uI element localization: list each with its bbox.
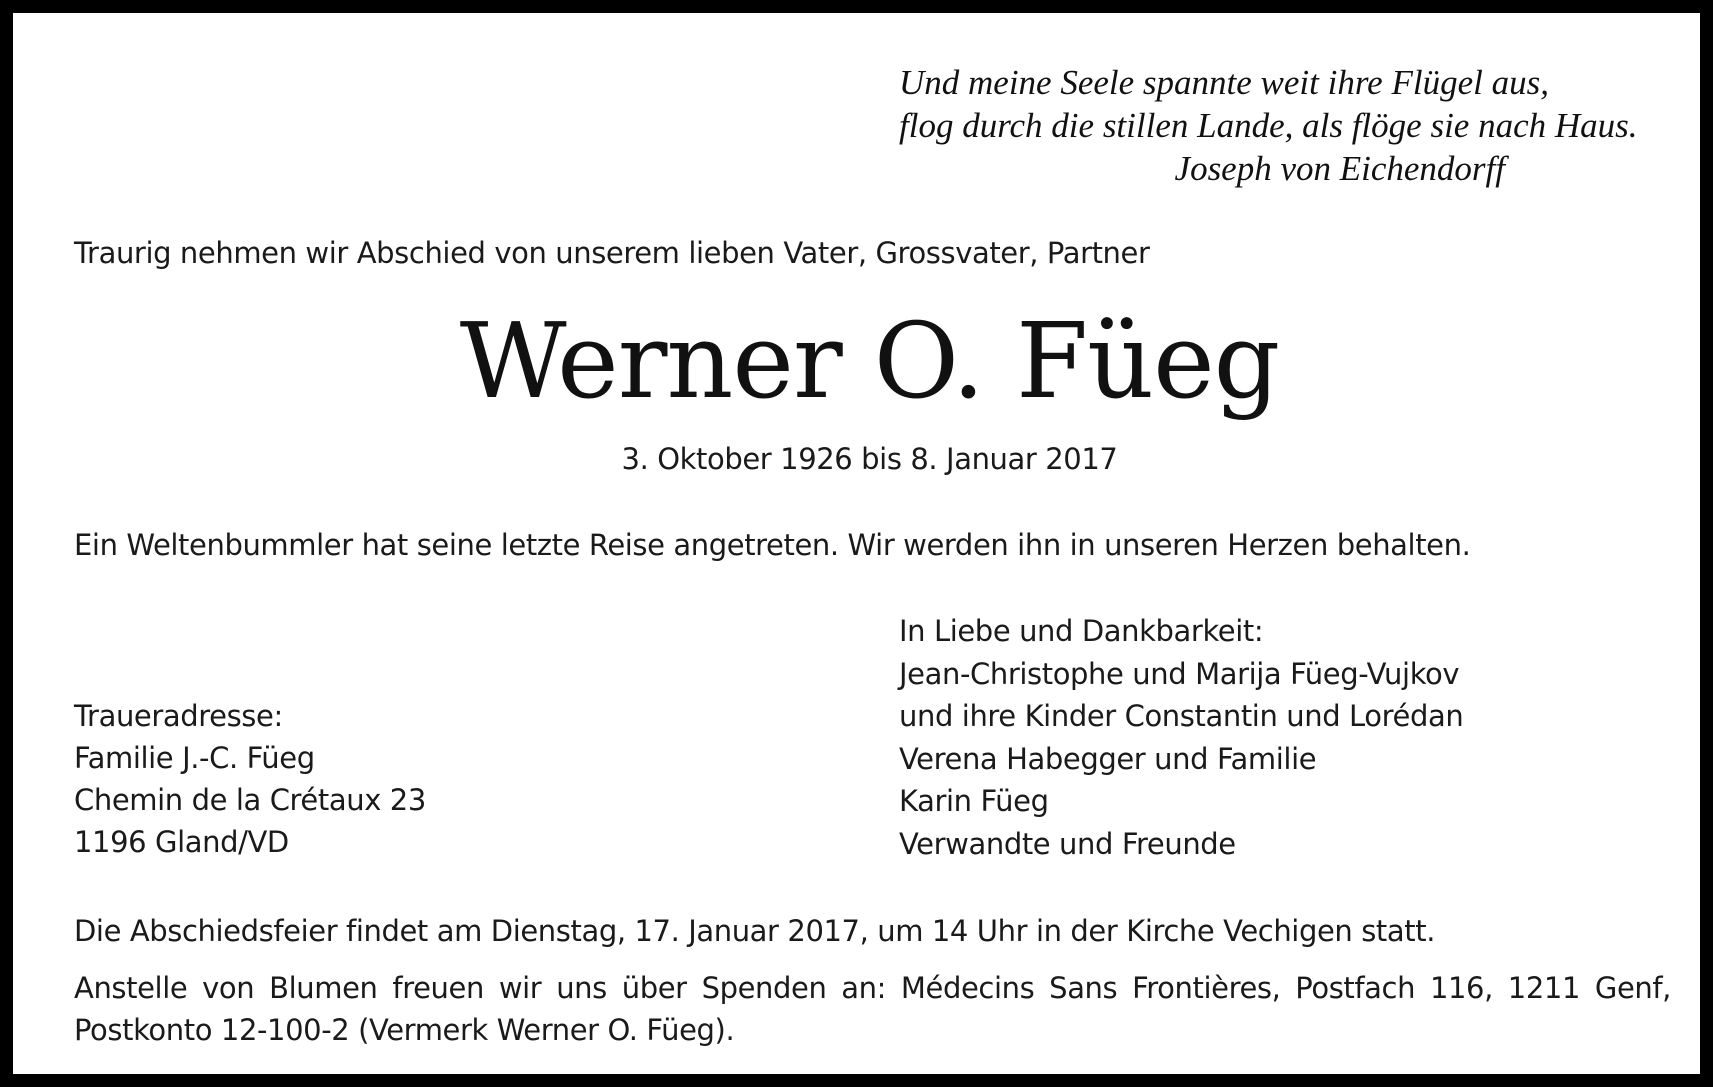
donation-info — [74, 967, 1671, 1051]
address-line: Chemin de la Crétaux 23 — [74, 783, 426, 817]
donation-line-1: Anstelle von Blumen freuen wir uns über Spenden an: Médecins Sans Frontières, Postfach 116, 1211 Genf, — [74, 971, 1671, 1005]
quote-author: Joseph von Eichendorff — [1174, 149, 1505, 188]
address-line: 1196 Gland/VD — [74, 825, 289, 859]
address-line: Familie J.-C. Füeg — [74, 741, 315, 775]
quote-line-1: Und meine Seele spannte weit ihre Flügel aus, — [899, 63, 1549, 102]
intro-text: Traurig nehmen wir Abschied von unserem lieben Vater, Grossvater, Partner — [74, 236, 1150, 270]
mourner-line: Jean-Christophe und Marija Füeg-Vujkov — [899, 656, 1460, 691]
donation-line-2: Postkonto 12-100-2 (Vermerk Werner O. Füeg). — [74, 1013, 735, 1047]
epigraph-quote — [899, 61, 1638, 188]
mourner-line: und ihre Kinder Constantin und Lorédan — [899, 699, 1464, 733]
ceremony-info: Die Abschiedsfeier findet am Dienstag, 17. Januar 2017, um 14 Uhr in der Kirche Vechigen statt. — [74, 914, 1436, 948]
memorial-statement: Ein Weltenbummler hat seine letzte Reise angetreten. Wir werden ihn in unseren Herzen behalten. — [74, 528, 1471, 562]
mourner-line: Verena Habegger und Familie — [899, 741, 1317, 776]
mourners-heading: In Liebe und Dankbarkeit: — [899, 614, 1264, 648]
mourners-list — [899, 610, 1463, 865]
mourner-line: Karin Füeg — [899, 784, 1049, 818]
mourning-address — [74, 695, 426, 863]
life-dates: 3. Oktober 1926 bis 8. Januar 2017 — [621, 442, 1118, 476]
quote-line-2: flog durch die stillen Lande, als flöge sie nach Haus. — [899, 106, 1638, 145]
mourner-line: Verwandte und Freunde — [899, 826, 1236, 861]
address-heading: Traueradresse: — [74, 699, 283, 733]
deceased-name: Werner O. Füeg — [459, 300, 1280, 422]
